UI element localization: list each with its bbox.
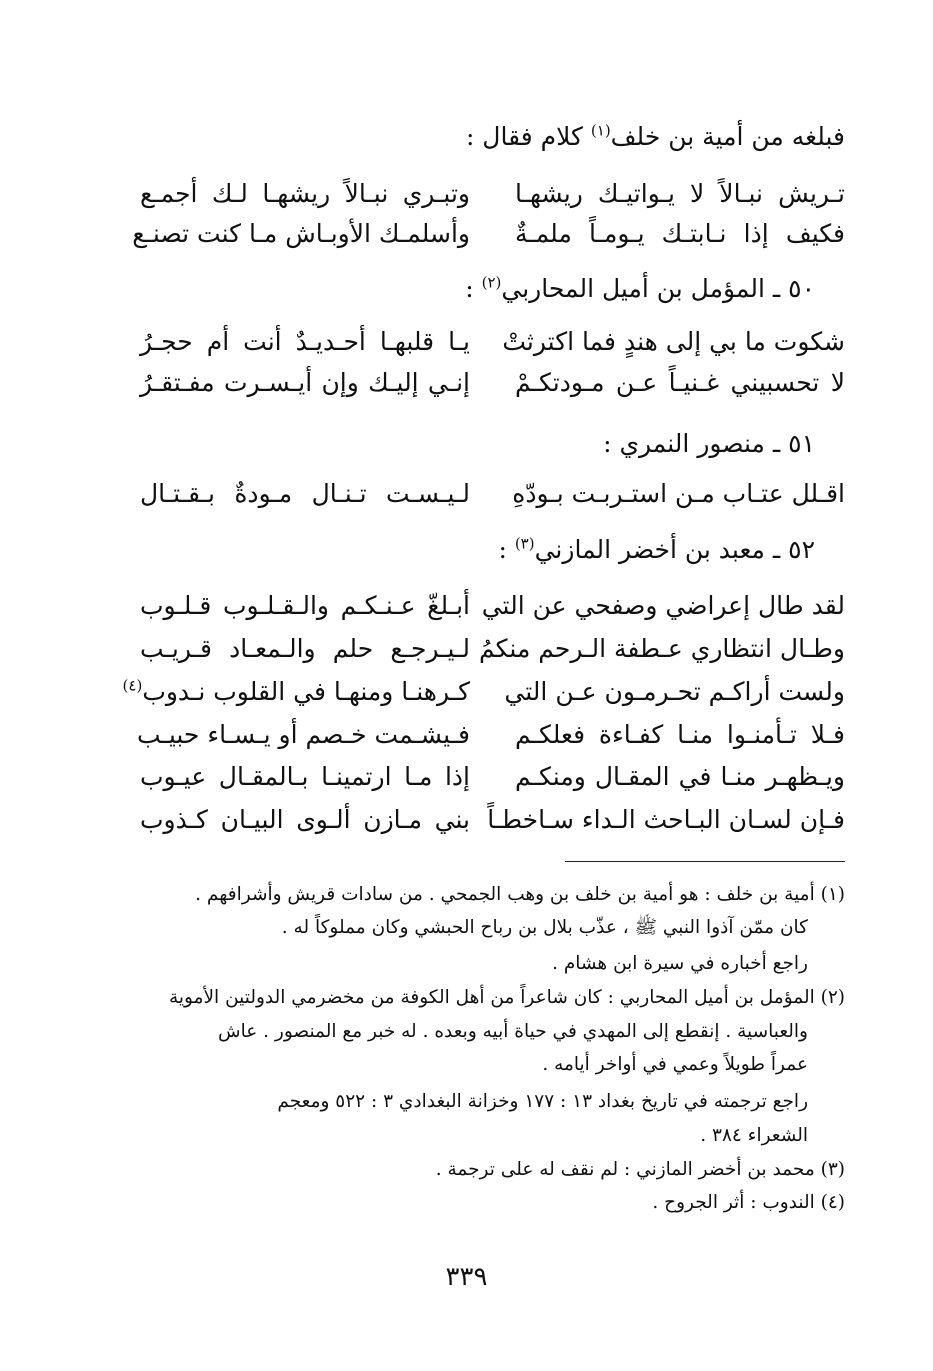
verse-second-hemistich: بني مـازن ألـوى البيـان كـذوب	[140, 805, 470, 834]
footnote-line: راجع ترجمته في تاريخ بغداد ١٣ : ١٧٧ وخزانة البغدادي ٣ : ٥٢٢ ومعجم	[277, 1091, 808, 1112]
verse-second-hemistich: لـيـرجـع حلم والـمعـاد قـريـب	[140, 634, 470, 663]
footnote-divider	[565, 861, 845, 862]
verse-first-hemistich: لقد طال إعراضي وصفحي عن التي	[481, 591, 845, 620]
verse-line	[140, 474, 845, 514]
poet-heading-text: ٥٠ ـ المؤمل بن أميل المحاربي	[501, 274, 815, 303]
verse-second-hemistich-text: كـرهنـا ومنهـا في القلوب نـدوب	[142, 677, 470, 706]
footnote-ref: (١)	[590, 121, 611, 140]
footnote-line: (٣) محمد بن أخضر المازني : لم نقف له على ترجمة .	[435, 1159, 845, 1180]
poet-heading	[465, 273, 815, 305]
verse-first-hemistich: لا تحسبيني غـنيـاً عـن مـودتكـمْ	[515, 368, 845, 397]
verse-first-hemistich: ويـظهـر منـا في المقـال ومنكـم	[515, 762, 845, 791]
footnote-ref: (٢)	[481, 273, 502, 292]
poet-heading-text: ٥٢ ـ معبد بن أخضر المازني	[534, 535, 815, 564]
verse-line	[140, 586, 845, 626]
poet-heading-tail: :	[465, 274, 482, 303]
verse-line	[140, 363, 845, 403]
verse-second-hemistich: وتبـري نبـالاً ريشهـا لـك أجمـع	[140, 179, 470, 208]
verse-second-hemistich	[122, 672, 470, 712]
footnote-line: والعباسية . إنقطع إلى المهدي في حياة أبيه وبعده . له خبر مع المنصور . عاش	[218, 1021, 808, 1042]
page-number: ٣٣٩	[445, 1262, 488, 1292]
footnote-line: الشعراء ٣٨٤ .	[700, 1125, 808, 1146]
verse-line	[136, 715, 845, 755]
verse-line	[140, 322, 845, 362]
verse-first-hemistich: شكوت ما بي إلى هندٍ فما اكترثتْ	[502, 327, 845, 356]
verse-first-hemistich: اقـلل عتـاب مـن استـربـت بـودّهِ	[512, 479, 845, 508]
verse-first-hemistich: فـلا تـأمنـوا منـا كفـاءة فعلكـم	[515, 720, 845, 749]
verse-line	[140, 174, 845, 214]
poet-heading	[603, 428, 815, 460]
poet-heading	[498, 534, 815, 566]
verse-first-hemistich: تـريش نبـالاً لا يـواتيـك ريشهـا	[515, 179, 845, 208]
verse-first-hemistich: فكيف إذا نـابتـك يـومـاً ملمـةٌ	[515, 219, 845, 248]
verse-line	[140, 629, 845, 669]
footnote-line: (١) أمية بن خلف : هو أمية بن خلف بن وهب الجمحي . من سادات قريش وأشرافهم .	[195, 884, 845, 905]
intro-line	[466, 122, 845, 152]
verse-line	[140, 800, 845, 840]
poet-heading-tail: :	[498, 535, 515, 564]
intro-text: فبلغه من أمية بن خلف	[610, 122, 845, 151]
verse-first-hemistich: وطـال انتظاري عـطفة الـرحم منكمُ	[478, 634, 845, 663]
verse-second-hemistich: أبـلغّ عـنـكـم والـقـلـوب قـلـوب	[140, 591, 470, 620]
footnote-line: (٤) الندوب : أثر الجروح .	[652, 1192, 845, 1213]
footnote-line: راجع أخباره في سيرة ابن هشام .	[552, 953, 808, 974]
verse-second-hemistich: وأسلمـك الأوبـاش مـا كنت تصنـع	[132, 219, 470, 248]
verse-line	[122, 672, 845, 712]
footnote-line: عمراً طويلاً وعمي في أواخر أيامه .	[542, 1054, 808, 1075]
verse-second-hemistich: فـيشـمت خـصم أو يـسـاء حبيـب	[136, 720, 470, 749]
verse-line	[132, 214, 845, 254]
verse-second-hemistich: لـيـسـت تـنـال مـودةٌ بـقـتـال	[140, 479, 470, 508]
footnote-ref: (٣)	[514, 534, 535, 553]
verse-second-hemistich: إنـي إليـك وإن أيـسـرت مفـتقـرُ	[140, 368, 470, 397]
footnote-line: (٢) المؤمل بن أميل المحاربي : كان شاعراً من أهل الكوفة من مخضرمي الدولتين الأموية	[168, 987, 845, 1008]
footnote-line: كان ممّن آذوا النبي ﷺ ، عذّب بلال بن رباح الحبشي وكان مملوكاً له .	[281, 917, 808, 938]
verse-first-hemistich: ولست أراكـم تحـرمـون عـن التي	[504, 677, 845, 706]
poet-heading-text: ٥١ ـ منصور النمري :	[603, 429, 815, 458]
footnote-ref: (٤)	[122, 676, 143, 695]
verse-line	[140, 757, 845, 797]
verse-first-hemistich: فـإن لسـان البـاحث الـداء سـاخطـاً	[487, 805, 845, 834]
verse-second-hemistich: إذا مـا ارتمينـا بـالمقـال عيـوب	[140, 762, 470, 791]
verse-second-hemistich: يـا قلبهـا أحـديـدٌ أنت أم حجـرُ	[140, 327, 470, 356]
intro-tail: كلام فقال :	[465, 122, 591, 151]
